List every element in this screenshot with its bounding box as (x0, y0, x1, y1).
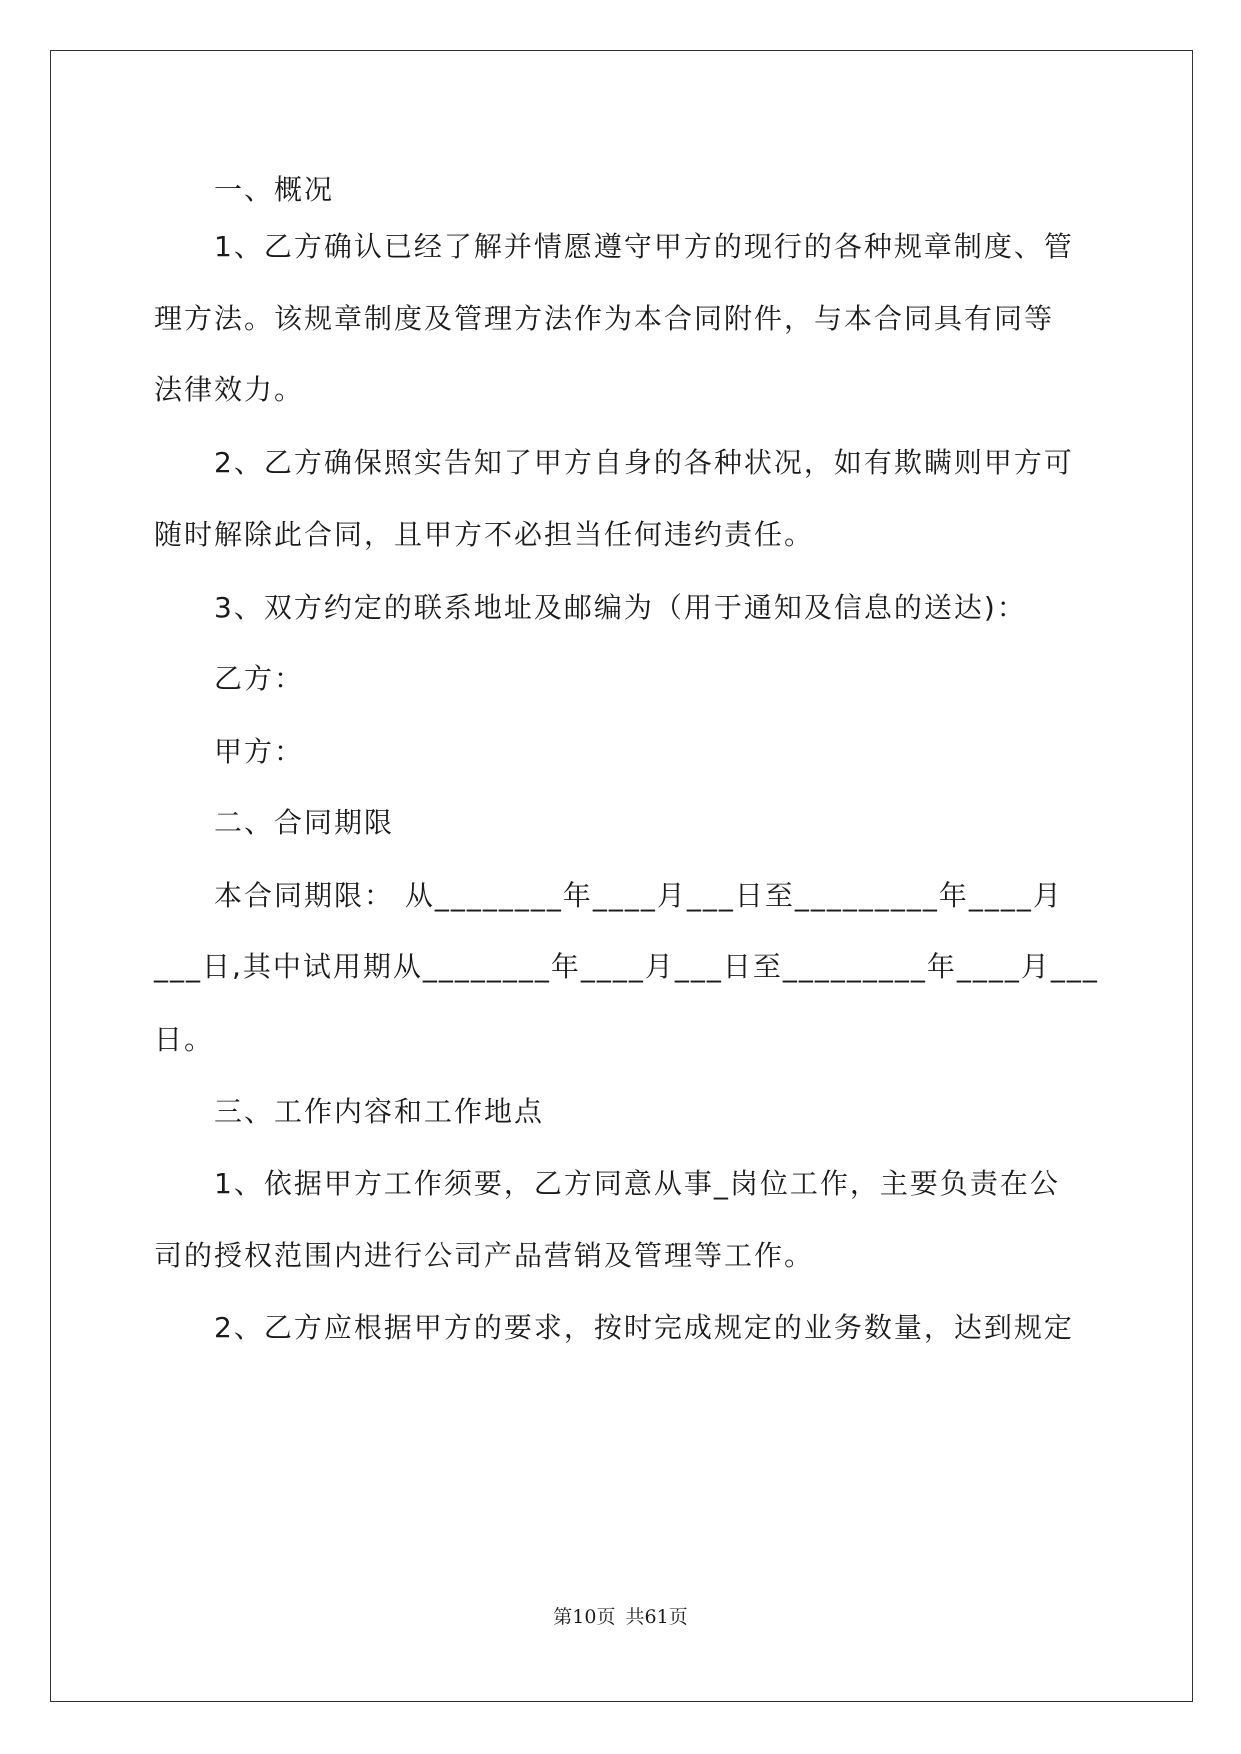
section-heading-term: 二、合同期限 (214, 806, 395, 839)
paragraph-line: 3、双方约定的联系地址及邮编为（用于通知及信息的送达)： (214, 591, 1027, 624)
paragraph-line: 法律效力。 (154, 373, 305, 406)
paragraph-line: 1、依据甲方工作须要，乙方同意从事_岗位工作，主要负责在公 (214, 1167, 1060, 1200)
paragraph-line: 司的授权范围内进行公司产品营销及管理等工作。 (154, 1239, 815, 1272)
current-page-number: 第10页 (553, 1606, 616, 1628)
paragraph-line: 随时解除此合同，且甲方不必担当任何违约责任。 (154, 518, 815, 551)
paragraph-line: 2、乙方应根据甲方的要求，按时完成规定的业务数量，达到规定 (214, 1311, 1074, 1344)
section-heading-overview: 一、概况 (214, 173, 335, 206)
party-b-label: 乙方： (214, 662, 305, 695)
paragraph-line: 日。 (154, 1023, 215, 1056)
section-heading-work: 三、工作内容和工作地点 (214, 1095, 545, 1128)
paragraph-line: 1、乙方确认已经了解并情愿遵守甲方的现行的各种规章制度、管 (214, 230, 1074, 263)
paragraph-line: ___日,其中试用期从________年____月___日至_________年____月___ (154, 950, 1099, 983)
total-pages: 共61页 (625, 1606, 688, 1628)
paragraph-line: 本合同期限： 从________年____月___日至_________年____月 (214, 879, 1063, 912)
page-footer (0, 1604, 1241, 1630)
party-a-label: 甲方： (214, 735, 305, 768)
paragraph-line: 2、乙方确保照实告知了甲方自身的各种状况，如有欺瞒则甲方可 (214, 446, 1074, 479)
paragraph-line: 理方法。该规章制度及管理方法作为本合同附件，与本合同具有同等 (154, 302, 1055, 335)
